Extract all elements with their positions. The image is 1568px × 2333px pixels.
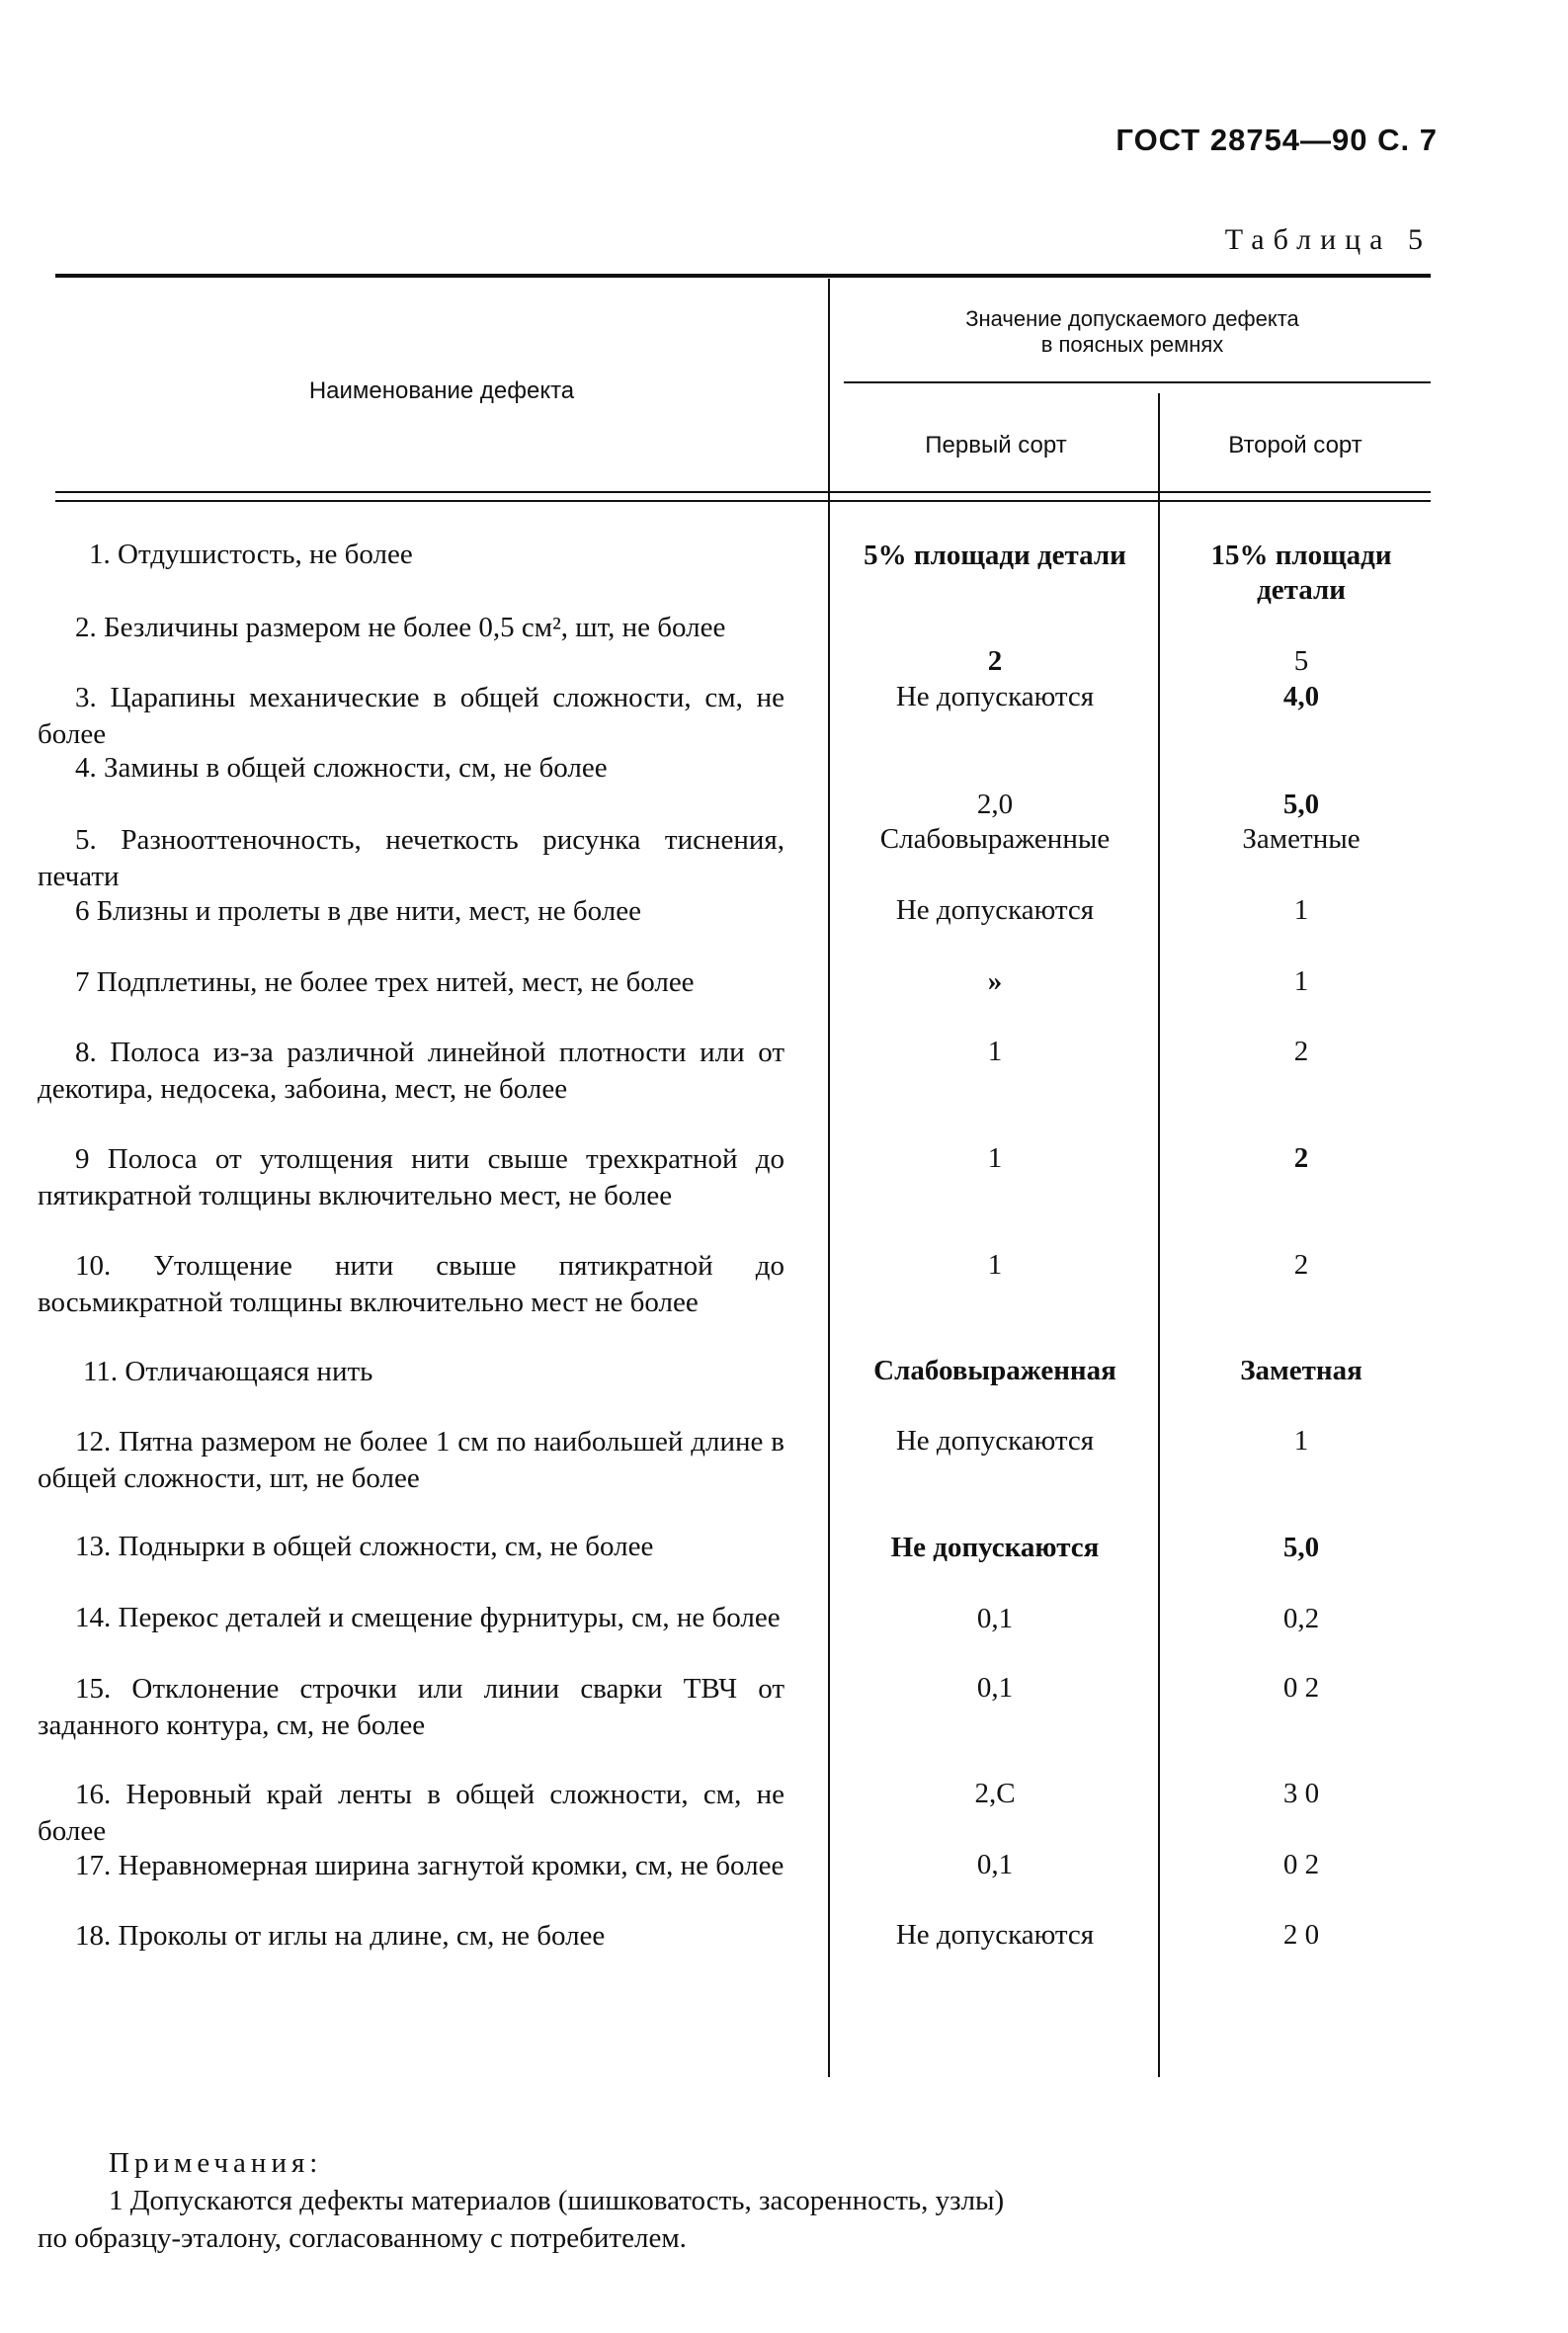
column-group-header-line2: в поясных ремнях <box>1040 332 1224 358</box>
column-header-second-grade: Второй сорт <box>1228 432 1362 458</box>
note-1-line-1: 1 Допускаются дефекты материалов (шишковатость, засоренность, узлы) <box>109 2185 1005 2216</box>
defect-name: 5. Разнооттеночность, нечеткость рисунка тиснения, печати <box>38 824 784 892</box>
second-grade-value: 2 <box>1293 1142 1309 1174</box>
group-header-rule <box>844 381 1431 383</box>
second-grade-value: 3 0 <box>1282 1778 1320 1809</box>
column-header-first-grade: Первый сорт <box>925 432 1067 458</box>
first-grade-value: 5% площади детали <box>864 540 1126 571</box>
column-group-header-line1: Значение допускаемого дефекта <box>965 306 1299 331</box>
defect-name: 16. Неровный край ленты в общей сложности, см, не более <box>38 1779 784 1847</box>
notes-heading: Примечания: <box>109 2147 323 2179</box>
second-grade-value: 15% площади детали <box>1210 540 1392 606</box>
defect-name: 14. Перекос деталей и смещение фурнитуры, см, не более <box>75 1602 781 1633</box>
table-top-rule <box>55 274 1431 278</box>
second-grade-value: 0,2 <box>1282 1603 1320 1634</box>
first-grade-value: Не допускаются <box>895 894 1095 926</box>
first-grade-value: 2 <box>987 645 1003 677</box>
second-grade-value: 5 <box>1293 645 1309 677</box>
defect-name: 4. Замины в общей сложности, см, не более <box>75 752 608 784</box>
first-grade-value: 1 <box>987 1036 1003 1067</box>
defect-name: 15. Отклонение строчки или линии сварки ТВЧ от заданного контура, см, не более <box>38 1673 784 1741</box>
defect-name: 7 Подплетины, не более трех нитей, мест, не более <box>75 966 695 998</box>
second-grade-value: Заметные <box>1242 823 1361 855</box>
first-grade-value: 2,0 <box>976 789 1014 820</box>
page-header: ГОСТ 28754—90 С. 7 <box>1115 123 1438 157</box>
defect-name: 3. Царапины механические в общей сложности, см, не более <box>38 682 784 750</box>
first-grade-value: 0,1 <box>976 1603 1014 1634</box>
second-grade-value: 5,0 <box>1282 1532 1320 1563</box>
defect-name: 17. Неравномерная ширина загнутой кромки, см, не более <box>75 1850 784 1881</box>
second-grade-value: Заметная <box>1240 1355 1362 1386</box>
second-grade-value: 2 <box>1293 1036 1309 1067</box>
first-grade-value: Не допускаются <box>895 1919 1095 1951</box>
second-grade-value: 1 <box>1293 894 1309 926</box>
first-grade-value: 0,1 <box>976 1672 1014 1704</box>
notes-section <box>38 2144 1431 2257</box>
defect-name: 9 Полоса от утолщения нити свыше трехкратной до пятикратной толщины включительно мест, не более <box>38 1143 784 1211</box>
first-grade-value: 1 <box>987 1142 1003 1174</box>
column-header-name: Наименование дефекта <box>308 377 575 404</box>
first-grade-value: » <box>987 965 1003 997</box>
header-bottom-rule-1 <box>55 491 1431 493</box>
second-grade-value: 4,0 <box>1282 681 1320 712</box>
defect-name: 10. Утолщение нити свыше пятикратной до восьмикратной толщины включительно мест не более <box>38 1250 784 1318</box>
first-grade-value: Не допускаются <box>895 681 1095 712</box>
defect-name: 2. Безличины размером не более 0,5 см², шт, не более <box>75 612 726 643</box>
defect-name: 12. Пятна размером не более 1 см по наибольшей длине в общей сложности, шт, не более <box>38 1426 784 1494</box>
column-divider-first <box>828 279 830 2077</box>
second-grade-value: 1 <box>1293 1425 1309 1457</box>
first-grade-value: Слабовыраженная <box>873 1355 1116 1386</box>
second-grade-value: 5,0 <box>1282 789 1320 820</box>
first-grade-value: 1 <box>987 1249 1003 1281</box>
first-grade-value: 0,1 <box>976 1849 1014 1880</box>
table-caption: Таблица 5 <box>1224 223 1432 256</box>
first-grade-value: Не допускаются <box>890 1532 1100 1563</box>
second-grade-value: 2 <box>1293 1249 1309 1281</box>
second-grade-value: 2 0 <box>1282 1919 1320 1951</box>
second-grade-value: 0 2 <box>1282 1849 1320 1880</box>
defect-name: 11. Отличающаяся нить <box>83 1356 373 1387</box>
defect-name: 18. Проколы от иглы на длине, см, не более <box>75 1920 606 1952</box>
defect-name: 13. Поднырки в общей сложности, см, не более <box>75 1531 654 1562</box>
second-grade-value: 0 2 <box>1282 1672 1320 1704</box>
defect-name: 1. Отдушистость, не более <box>89 539 413 570</box>
first-grade-value: Не допускаются <box>895 1425 1095 1457</box>
note-1-line-2: по образцу-эталону, согласованному с потребителем. <box>38 2222 687 2254</box>
first-grade-value: Слабовыраженные <box>879 823 1111 855</box>
defect-name: 6 Близны и пролеты в две нити, мест, не более <box>75 895 641 927</box>
second-grade-value: 1 <box>1293 965 1309 997</box>
first-grade-value: 2,С <box>974 1778 1016 1809</box>
header-bottom-rule-2 <box>55 500 1431 502</box>
defect-name: 8. Полоса из-за различной линейной плотности или от декотира, недосека, забоина, мест, не более <box>38 1037 784 1105</box>
column-divider-second <box>1158 393 1160 2077</box>
column-group-header <box>834 306 1431 359</box>
